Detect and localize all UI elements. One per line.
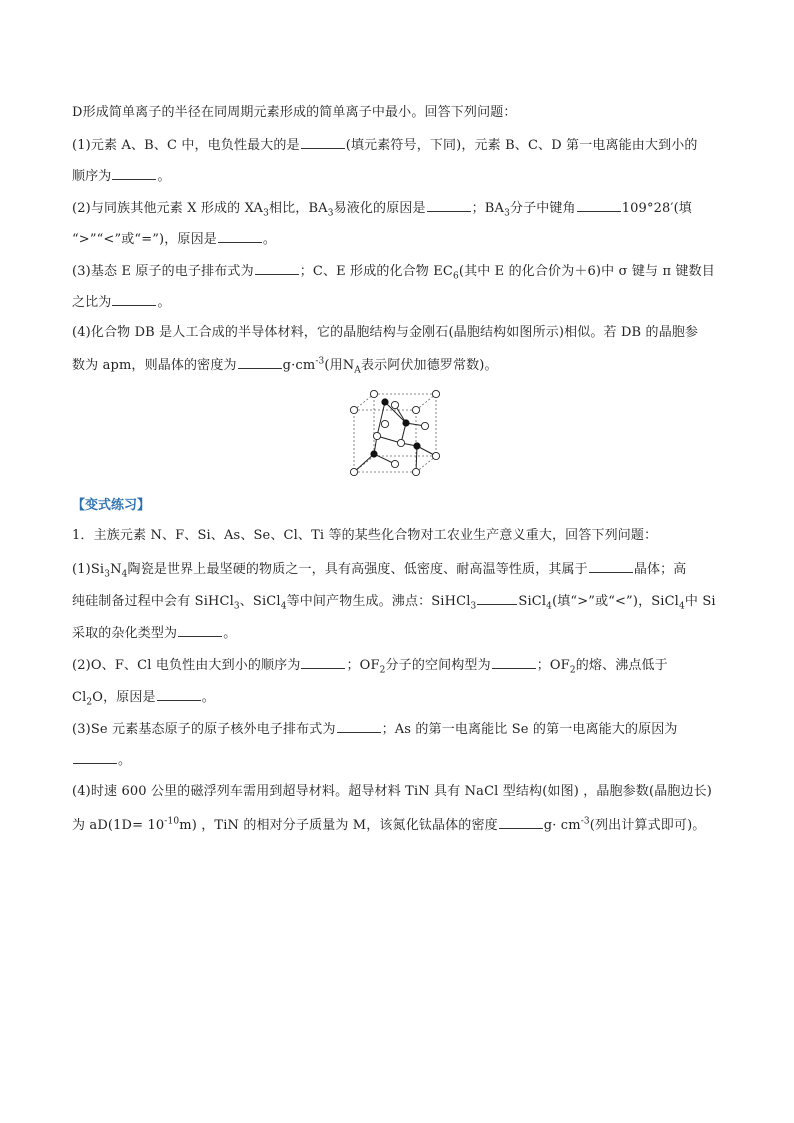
superscript: -10 — [164, 816, 180, 827]
answer-blank[interactable] — [301, 654, 345, 669]
question-1-line — [72, 165, 732, 187]
text: 表示阿伏加德罗常数)。 — [360, 358, 498, 373]
subscript: 4 — [679, 601, 685, 612]
subscript: 2 — [569, 665, 576, 676]
text: 相比，BA — [269, 201, 328, 216]
text: 晶体；高 — [633, 562, 687, 577]
question-3-line — [72, 291, 732, 313]
text: 。 — [157, 295, 171, 310]
subscript: A — [354, 365, 361, 376]
text: O，原因是 — [92, 690, 156, 705]
text: D形成简单离子的半径在同周期元素形成的简单离子中最小。回答下列问题： — [72, 105, 517, 120]
text: (4)化合物 DB 是人工合成的半导体材料，它的晶胞结构与金刚石(晶胞结构如图所示)相似。若 DB 的晶胞参 — [72, 325, 699, 340]
question-3-line — [72, 749, 732, 771]
text: g·cm — [282, 358, 316, 373]
subscript: 6 — [452, 271, 459, 282]
text: 易液化的原因是 — [333, 201, 426, 216]
subscript: 4 — [121, 569, 128, 580]
question-1-line — [72, 134, 732, 156]
text: 之比为 — [72, 295, 112, 310]
question-3-line — [72, 718, 732, 740]
text: 等中间产物生成。沸点：SiHCl — [286, 594, 471, 609]
text: (2)与同族其他元素 X 形成的 XA — [72, 201, 264, 216]
text: 。 — [201, 690, 215, 705]
answer-blank[interactable] — [255, 260, 299, 275]
subscript: 3 — [104, 569, 111, 580]
diamond-crystal-cell-figure — [344, 388, 446, 480]
text: ；OF — [346, 658, 380, 673]
question-2-line — [72, 228, 732, 250]
subscript: 3 — [327, 208, 334, 219]
answer-blank[interactable] — [157, 686, 201, 701]
answer-blank[interactable] — [178, 622, 222, 637]
answer-blank[interactable] — [589, 558, 633, 573]
text: ；As 的第一电离能比 Se 的第一电离能大的原因为 — [381, 722, 678, 737]
subscript: 4 — [280, 601, 287, 612]
subscript: 2 — [86, 697, 93, 708]
text: (3)Se 元素基态原子的原子核外电子排布式为 — [72, 722, 336, 737]
text: g· cm — [543, 818, 581, 833]
question-1-line — [72, 622, 732, 644]
superscript: -3 — [580, 816, 590, 827]
text: 中 Si — [684, 594, 716, 609]
text: Cl — [72, 690, 87, 705]
answer-blank[interactable] — [301, 134, 345, 149]
text: 。 — [118, 753, 132, 768]
answer-blank[interactable] — [492, 654, 536, 669]
text: 数为 apm，则晶体的密度为 — [72, 358, 237, 373]
text: 、SiCl — [239, 594, 281, 609]
question-2-line — [72, 686, 732, 708]
answer-blank[interactable] — [477, 590, 517, 605]
question-1-line — [72, 590, 732, 612]
text: 采取的杂化类型为 — [72, 626, 178, 641]
text: 。 — [262, 232, 277, 247]
text: 纯硅制备过程中会有 SiHCl — [72, 594, 234, 609]
question-1-line — [72, 558, 732, 580]
text: (填“>”或“<”)，SiCl — [552, 594, 679, 609]
text-line — [72, 103, 732, 123]
question-4-line — [72, 323, 732, 343]
answer-blank[interactable] — [337, 718, 381, 733]
text: m) ，TiN 的相对分子质量为 M，该氮化钛晶体的密度 — [179, 818, 498, 833]
text: (2)O、F、Cl 电负性由大到小的顺序为 — [72, 658, 301, 673]
question-4-line — [72, 814, 732, 836]
text: ；BA — [471, 201, 505, 216]
answer-blank[interactable] — [427, 197, 471, 212]
text: (1)Si — [72, 562, 105, 577]
text: (4)时速 600 公里的磁浮列车需用到超导材料。超导材料 TiN 具有 NaCl 型结构(如图) ，晶胞参数(晶胞边长) — [72, 784, 713, 799]
text: 为 aD(1D= 10 — [72, 818, 165, 833]
text: “>”“<”或“=”)，原因是 — [72, 232, 217, 247]
text: (1)元素 A、B、C 中，电负性最大的是 — [72, 138, 300, 153]
text: 的熔、沸点低于 — [575, 658, 668, 673]
text: N — [110, 562, 122, 577]
answer-blank[interactable] — [499, 814, 543, 829]
text: 1．主族元素 N、F、Si、As、Se、Cl、Ti 等的某些化合物对工农业生产意义重大，回答下列问题： — [72, 528, 658, 543]
subscript: 2 — [379, 665, 386, 676]
question-4-line — [72, 782, 732, 802]
section-title: 【变式练习】 — [72, 498, 151, 513]
subscript: 3 — [504, 208, 510, 219]
text: 分子的空间构型为 — [385, 658, 491, 673]
subscript: 3 — [470, 601, 477, 612]
text: ；OF — [536, 658, 570, 673]
text: 。 — [223, 626, 237, 641]
text: SiCl — [518, 594, 547, 609]
text: 顺序为 — [72, 169, 112, 184]
question-2-line — [72, 654, 732, 676]
subscript: 3 — [263, 208, 269, 219]
answer-blank[interactable] — [73, 749, 117, 764]
text: 陶瓷是世界上最坚硬的物质之一，具有高强度、低密度、耐高温等性质，其属于 — [127, 562, 588, 577]
superscript: -3 — [315, 356, 325, 367]
answer-blank[interactable] — [238, 354, 282, 369]
text: ；C、E 形成的化合物 EC — [299, 264, 453, 279]
text: (3)基态 E 原子的电子排布式为 — [72, 264, 254, 279]
answer-blank[interactable] — [112, 165, 156, 180]
text: (其中 E 的化合价为＋6)中 σ 键与 π 键数目 — [458, 264, 715, 279]
subscript: 3 — [233, 601, 240, 612]
answer-blank[interactable] — [218, 228, 262, 243]
text-line — [72, 526, 732, 546]
answer-blank[interactable] — [112, 291, 156, 306]
text: 109°28′(填 — [621, 201, 692, 216]
answer-blank[interactable] — [577, 197, 621, 212]
subscript: 4 — [546, 601, 553, 612]
text: 。 — [157, 169, 171, 184]
text: (填元素符号，下同)，元素 B、C、D 第一电离能由大到小的 — [345, 138, 698, 153]
question-4-line — [72, 354, 732, 376]
question-2-line — [72, 197, 732, 219]
text: 分子中键角 — [509, 201, 576, 216]
text: (列出计算式即可)。 — [589, 818, 706, 833]
text: (用N — [324, 358, 355, 373]
question-3-line — [72, 260, 732, 282]
